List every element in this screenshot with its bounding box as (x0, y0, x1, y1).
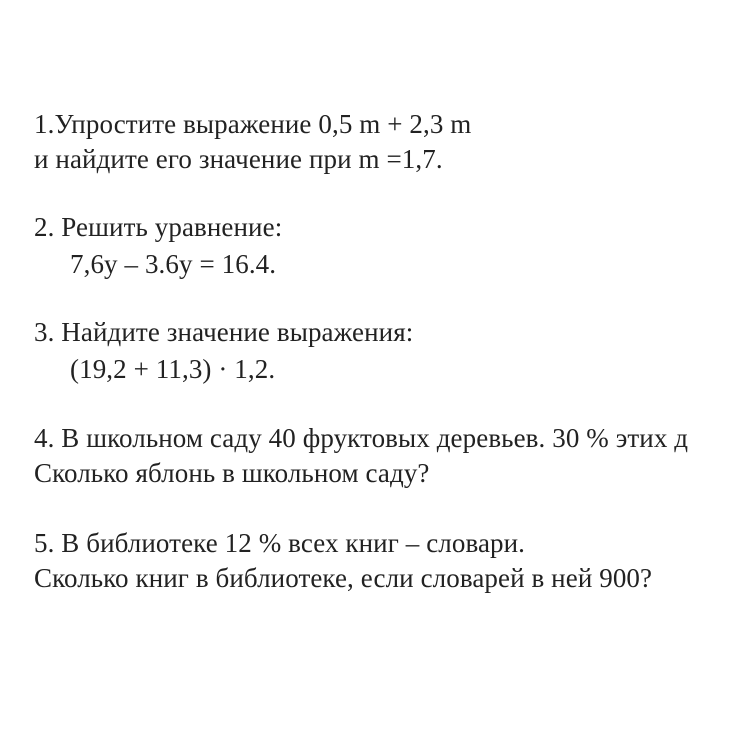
task-2-statement: 2. Решить уравнение: (34, 212, 283, 242)
task-1-statement: 1.Упростите выражение 0,5 m + 2,3 m (34, 109, 472, 139)
task-1-condition: и найдите его значение при m =1,7. (34, 144, 443, 174)
task-3-expression: (19,2 + 11,3) · 1,2. (70, 354, 276, 384)
task-4-statement: 4. В школьном саду 40 фруктовых деревьев. 30 % этих д (34, 423, 689, 453)
task-2-equation: 7,6y – 3.6y = 16.4. (70, 249, 277, 279)
task-5-question: Сколько книг в библиотеке, если словарей в ней 900? (34, 563, 653, 593)
task-4-question: Сколько яблонь в школьном саду? (34, 458, 430, 488)
task-3-statement: 3. Найдите значение выражения: (34, 317, 414, 347)
task-5-statement: 5. В библиотеке 12 % всех книг – словари. (34, 528, 526, 558)
